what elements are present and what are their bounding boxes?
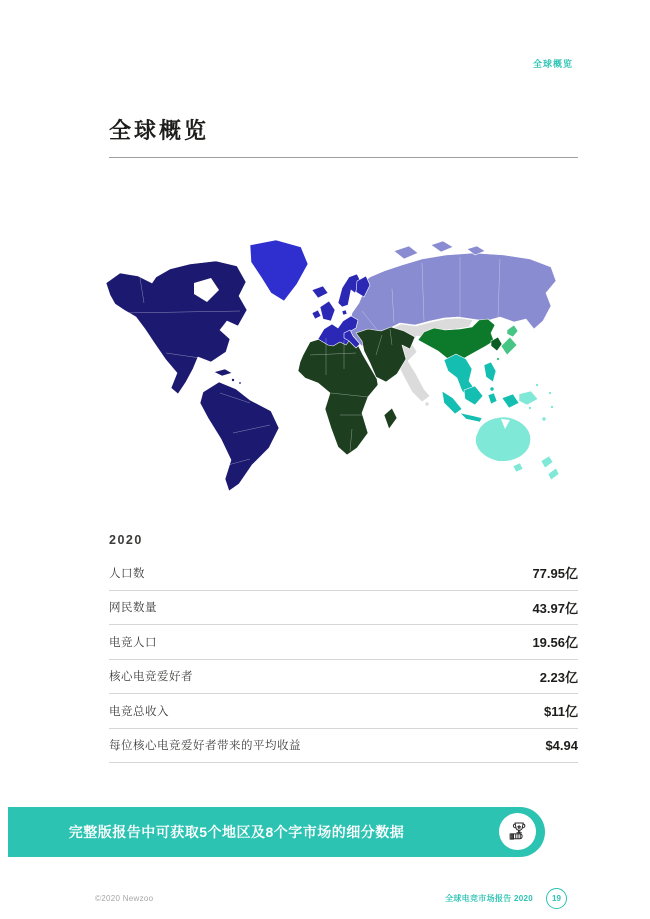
stat-value-population: 77.95亿 (532, 566, 578, 582)
title-divider (109, 157, 578, 158)
stat-label-total-revenue: 电竞总收入 (109, 705, 169, 718)
map-region-oceania (476, 384, 559, 481)
stat-value-internet-users: 43.97亿 (532, 600, 578, 616)
map-region-southeast-asia (442, 354, 519, 422)
footer-right (445, 888, 567, 909)
table-row (109, 625, 578, 660)
stat-label-esports-population: 电竞人口 (109, 636, 157, 649)
stat-value-esports-population: 19.56亿 (532, 635, 578, 651)
map-region-greenland (250, 240, 308, 301)
stats-year-header: 2020 (109, 533, 143, 547)
stat-label-population: 人口数 (109, 567, 145, 580)
corner-section-label: 全球概览 (532, 59, 573, 69)
table-row (109, 694, 578, 729)
page-title: 全球概览 (109, 118, 210, 143)
stat-value-total-revenue: $11亿 (544, 704, 578, 720)
map-region-americas (106, 261, 279, 491)
footer-copyright: ©2020 Newzoo (95, 894, 154, 903)
stat-value-core-enthusiasts: 2.23亿 (539, 669, 578, 685)
page-number-badge: 19 (546, 888, 567, 909)
stat-label-revenue-per-enthusiast: 每位核心电竞爱好者带来的平均收益 (109, 740, 301, 753)
table-row (109, 729, 578, 764)
world-map-svg (100, 233, 560, 505)
world-map (100, 233, 560, 505)
table-row (109, 591, 578, 626)
stat-value-revenue-per-enthusiast: $4.94 (545, 737, 578, 753)
promo-banner (8, 807, 545, 857)
table-row (109, 660, 578, 695)
stats-table (109, 533, 578, 763)
hand-holding-trophy-icon (506, 820, 530, 844)
footer-report-title: 全球电竞市场报告 2020 (445, 894, 533, 903)
table-row (109, 556, 578, 591)
promo-banner-icon-circle (499, 813, 536, 850)
promo-banner-text: 完整版报告中可获取5个地区及8个字市场的细分数据 (68, 824, 405, 840)
stat-label-core-enthusiasts: 核心电竞爱好者 (109, 671, 193, 684)
stat-label-internet-users: 网民数量 (109, 602, 157, 615)
